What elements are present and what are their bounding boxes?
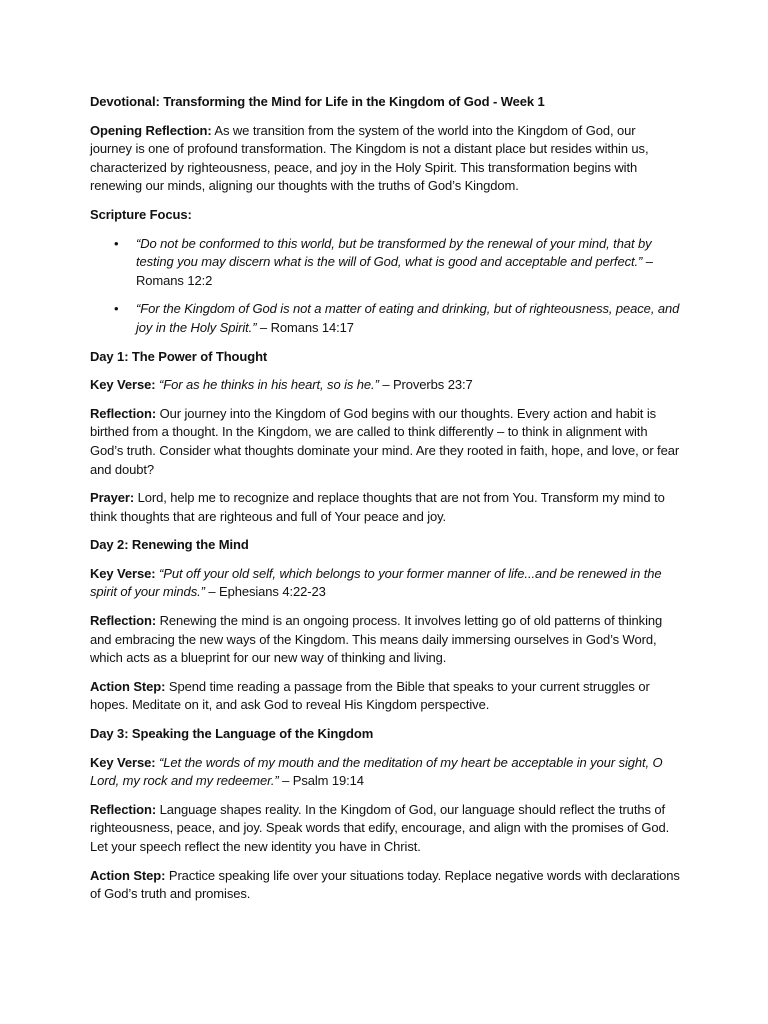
reflection-text: Language shapes reality. In the Kingdom of God, our language should reflect the truths of righteousness, peace, and joy. Speak words that edify, encourage, and align with the promises of God. Let your speech reflect the new identity you have in Christ. xyxy=(90,801,670,854)
day-2-action-step xyxy=(90,678,680,715)
day-3-reflection xyxy=(90,801,680,857)
action-step-label: Action Step: xyxy=(90,867,166,883)
document-title: Devotional: Transforming the Mind for Life in the Kingdom of God - Week 1 xyxy=(90,94,545,109)
scripture-quote: “For the Kingdom of God is not a matter of eating and drinking, but of righteousness, peace, and joy in the Holy Spirit.” xyxy=(136,301,680,335)
scripture-item xyxy=(90,300,680,337)
action-step-text: Practice speaking life over your situations today. Replace negative words with declarations of God’s truth and promises. xyxy=(90,867,680,902)
day-1-heading: Day 1: The Power of Thought xyxy=(90,348,268,364)
scripture-item xyxy=(90,235,680,291)
prayer-text: Lord, help me to recognize and replace thoughts that are not from You. Transform my mind to think thoughts that are righteous and full of Your peace and joy. xyxy=(90,490,665,524)
scripture-ref: – Romans 12:2 xyxy=(136,254,653,288)
reflection-label: Reflection: xyxy=(90,613,157,629)
bullet-icon: • xyxy=(114,301,119,317)
day-1-key-verse xyxy=(90,376,680,395)
reflection-text: Our journey into the Kingdom of God begins with our thoughts. Every action and habit is birthed from a thought. In the Kingdom, we are called to think differently – to think in alignment with God’s truth. Consider what thoughts dominate your mind. Are they rooted in faith, hope, and love, or fear and doubt? xyxy=(90,405,680,477)
key-verse-label: Key Verse: xyxy=(90,565,156,581)
opening-reflection xyxy=(90,122,680,196)
key-verse-ref: – Proverbs 23:7 xyxy=(378,377,473,393)
scripture-ref: – Romans 14:17 xyxy=(256,319,354,335)
key-verse-quote: “Put off your old self, which belongs to your former manner of life...and be renewed in the spirit of your minds.” xyxy=(90,565,662,600)
day-2-heading: Day 2: Renewing the Mind xyxy=(90,537,249,553)
key-verse-label: Key Verse: xyxy=(90,377,156,393)
opening-reflection-label: Opening Reflection: xyxy=(90,122,212,138)
action-step-label: Action Step: xyxy=(90,678,166,694)
day-2-reflection xyxy=(90,612,680,668)
key-verse-quote: “Let the words of my mouth and the meditation of my heart be acceptable in your sight, O Lord, my rock and my redeemer.” xyxy=(90,754,663,789)
day-3-heading: Day 3: Speaking the Language of the Kingdom xyxy=(90,726,374,742)
key-verse-quote: “For as he thinks in his heart, so is he.” xyxy=(159,377,379,393)
scripture-quote: “Do not be conformed to this world, but be transformed by the renewal of your mind, that by testing you may discern what is the will of God, what is good and acceptable and perfect.” xyxy=(136,235,652,270)
key-verse-ref: – Psalm 19:14 xyxy=(278,773,364,789)
scripture-focus-list xyxy=(90,235,680,338)
key-verse-ref: – Ephesians 4:22-23 xyxy=(204,584,326,600)
reflection-label: Reflection: xyxy=(90,405,157,421)
day-1-prayer xyxy=(90,489,680,526)
scripture-focus-heading: Scripture Focus: xyxy=(90,206,192,222)
action-step-text: Spend time reading a passage from the Bible that speaks to your current struggles or hopes. Meditate on it, and ask God to reveal His Kingdom perspective. xyxy=(90,678,650,713)
day-3-action-step xyxy=(90,867,680,904)
day-1-reflection xyxy=(90,405,680,479)
opening-reflection-text: As we transition from the system of the world into the Kingdom of God, our journey is one of profound transformation. The Kingdom is not a distant place but resides within us, characterized by righteousness, peace, and joy in the Holy Spirit. This transformation begins with renewing our minds, aligning our thoughts with the truths of God’s Kingdom. xyxy=(90,122,649,194)
bullet-icon: • xyxy=(114,235,119,251)
reflection-text: Renewing the mind is an ongoing process. It involves letting go of old patterns of thinking and embracing the new ways of the Kingdom. This means daily immersing ourselves in God’s Word, which acts as a blueprint for our new way of thinking and living. xyxy=(90,613,663,666)
prayer-label: Prayer: xyxy=(90,490,135,506)
reflection-label: Reflection: xyxy=(90,801,157,817)
key-verse-label: Key Verse: xyxy=(90,754,156,770)
day-3-key-verse xyxy=(90,754,680,791)
day-2-key-verse xyxy=(90,565,680,602)
